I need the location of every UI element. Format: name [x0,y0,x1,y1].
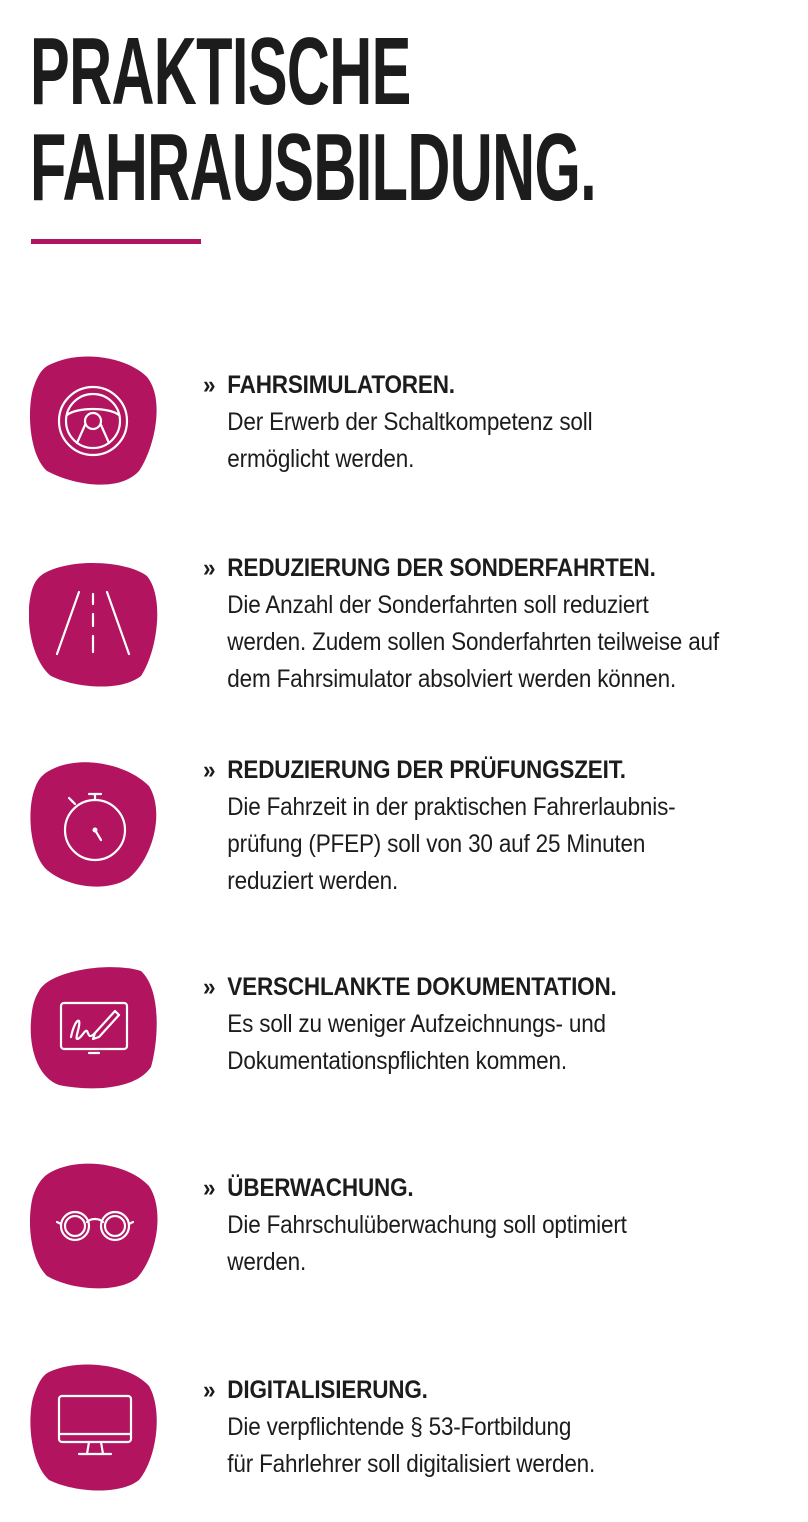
item-text [203,752,803,900]
item-heading: » REDUZIERUNG DER PRÜFUNGSZEIT. [203,752,743,789]
chevron-icon: » [203,554,216,582]
item-description: Die verpflichtende § 53-Fortbildung für Fahrlehrer soll digitalisiert werden. [227,1413,596,1478]
item-heading: » ÜBERWACHUNG. [203,1170,743,1207]
item-text [203,367,803,478]
tablet-signature-icon [29,961,159,1091]
item-heading: » FAHRSIMULATOREN. [203,367,743,404]
title-underline [31,239,201,244]
item-description: Es soll zu weniger Aufzeichnungs- und Dokumentationspflichten kommen. [227,1010,606,1075]
item-text [203,1170,803,1281]
item-heading: » REDUZIERUNG DER SONDERFAHRTEN. [203,550,743,587]
item-description: Der Erwerb der Schaltkompetenz soll ermöglicht werden. [227,408,593,473]
chevron-icon: » [203,1376,216,1404]
monitor-icon [29,1362,159,1492]
chevron-icon: » [203,756,216,784]
item-text [203,1372,803,1483]
item-heading: » DIGITALISIERUNG. [203,1372,743,1409]
item-text [203,969,803,1080]
glasses-icon [29,1160,159,1290]
chevron-icon: » [203,371,216,399]
steering-wheel-icon [29,355,159,485]
item-description: Die Anzahl der Sonderfahrten soll reduziert werden. Zudem sollen Sonderfahrten teilweise auf dem Fahrsimulator absolviert werden können. [227,591,719,693]
page-title [30,18,597,221]
item-description: Die Fahrzeit in der praktischen Fahrerlaubnis- prüfung (PFEP) soll von 30 auf 25 Minuten reduziert werden. [227,793,676,895]
road-icon [29,558,159,688]
page-title-line-1: PRAKTISCHE [30,18,411,125]
stopwatch-icon [29,758,159,888]
chevron-icon: » [203,1174,216,1202]
item-description: Die Fahrschulüberwachung soll optimiert werden. [227,1211,627,1276]
chevron-icon: » [203,973,216,1001]
page-title-line-2: FAHRAUSBILDUNG. [30,114,597,221]
item-text [203,550,803,698]
item-heading: » VERSCHLANKTE DOKUMENTATION. [203,969,743,1006]
